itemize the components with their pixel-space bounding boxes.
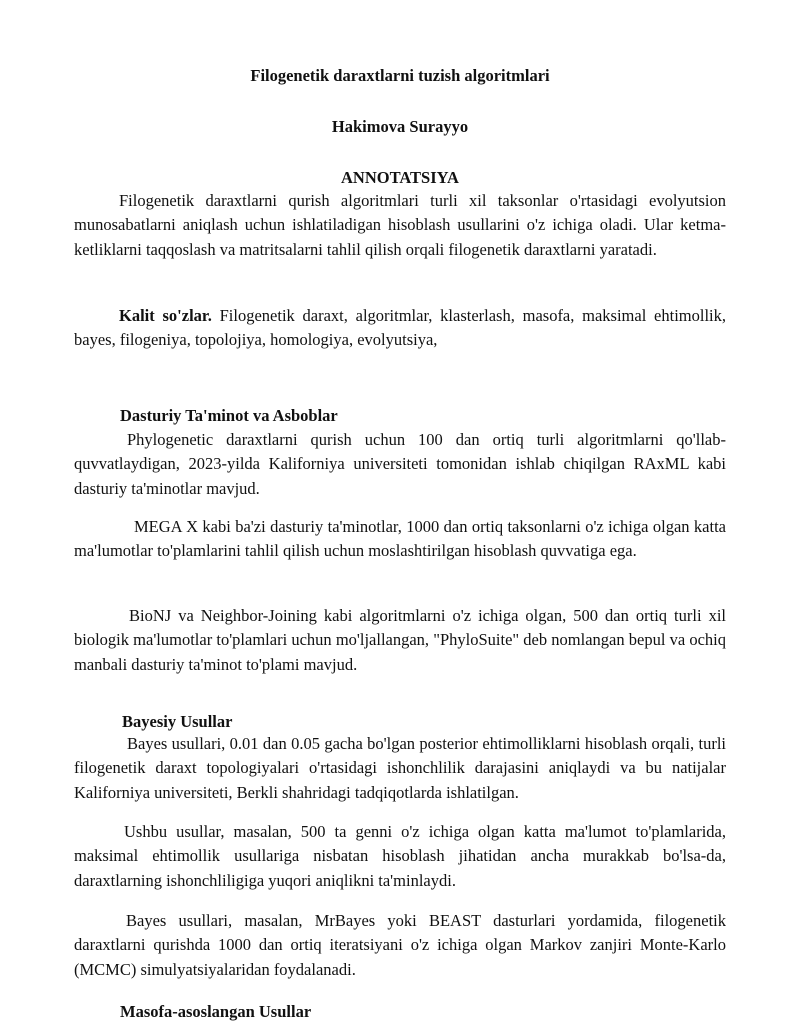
keywords-paragraph: [74, 304, 726, 353]
section-heading-distance: Masofa-asoslangan Usullar: [120, 1002, 312, 1021]
section-paragraph: Ushbu usullar, masalan, 500 ta genni o'z ichiga olgan katta ma'lumot to'plamlarida, maksimal ehtimollik usullariga nisbatan hisoblash jihatidan ancha murakkab bo'lsa-da, daraxtlarning ishonchliligiga yuqori aniqlikni ta'minlaydi.: [74, 822, 726, 890]
keywords-label: Kalit so'zlar.: [119, 306, 212, 325]
section-paragraph: MEGA X kabi ba'zi dasturiy ta'minotlar, 1000 dan ortiq taksonlarni o'z ichiga olgan katta ma'lumotlar to'plamlarini tahlil qilish uchun moslashtirilgan hisoblash quvvatiga ega.: [74, 517, 726, 561]
section-heading-software: Dasturiy Ta'minot va Asboblar: [120, 406, 338, 425]
document-title: Filogenetik daraxtlarni tuzish algoritmlari: [250, 66, 550, 85]
author-name: Hakimova Surayyo: [331, 117, 469, 136]
section-paragraph: Bayes usullari, masalan, MrBayes yoki BEAST dasturlari yordamida, filogenetik daraxtlarni qurishda 1000 dan ortiq iteratsiyani o'z ichiga olgan Markov zanjiri Monte-Karlo (MCMC) simulyatsiyalaridan foydalanadi.: [74, 911, 726, 979]
keywords-text: Filogenetik daraxt, algoritmlar, klasterlash, masofa, maksimal ehtimollik, bayes, filogeniya, topolojiya, homologiya, evolyutsiya,: [74, 306, 726, 350]
annotation-heading: ANNOTATSIYA: [341, 168, 459, 187]
section-heading-bayesian: Bayesiy Usullar: [122, 712, 233, 731]
annotation-paragraph: Filogenetik daraxtlarni qurish algoritmlari turli xil taksonlar o'rtasidagi evolyutsion munosabatlarni aniqlash uchun ishlatiladigan hisoblash usullarini o'z ichiga oladi. Ular ketma-ketliklarni taqqoslash va matritsalarni tahlil qilish orqali filogenetik daraxtlarni yaratadi.: [74, 191, 726, 259]
section-paragraph: Bayes usullari, 0.01 dan 0.05 gacha bo'lgan posterior ehtimolliklarni hisoblash orqali, turli filogenetik daraxt topologiyalari o'rtasidagi ishonchlilik darajasini aniqlaydi va bu natijalar Kaliforniya universiteti, Berkli shahridagi tadqiqotlarda ishlatilgan.: [74, 734, 726, 802]
section-paragraph: Phylogenetic daraxtlarni qurish uchun 100 dan ortiq turli algoritmlarni qo'llab-quvvatlaydigan, 2023-yilda Kaliforniya universiteti tomonidan ishlab chiqilgan RAxML kabi dasturiy ta'minotlar mavjud.: [74, 430, 726, 498]
section-paragraph: BioNJ va Neighbor-Joining kabi algoritmlarni o'z ichiga olgan, 500 dan ortiq turli xil biologik ma'lumotlar to'plamlari uchun mo'ljallangan, "PhyloSuite" deb nomlangan bepul va ochiq manbali dasturiy ta'minot to'plami mavjud.: [74, 606, 726, 674]
